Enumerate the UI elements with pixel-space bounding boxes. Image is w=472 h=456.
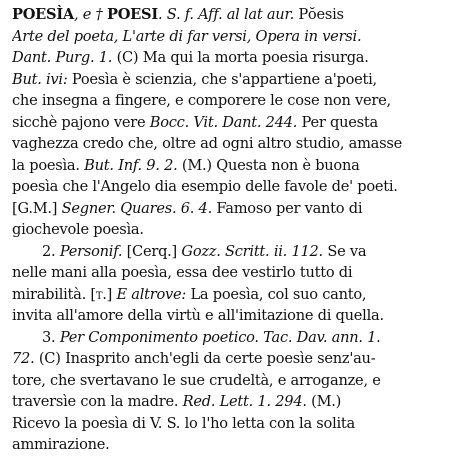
- quotation-text: Ma qui la morta poesia risurga.: [142, 49, 369, 66]
- source-tag: (C): [112, 49, 143, 66]
- entry-line-7: vaghezza credo che, oltre ad ogni altro studio, amasse: [12, 135, 402, 152]
- quotation-text: Inasprito anch'egli da certe poesìe senz'au-: [65, 350, 376, 367]
- source-tag: (C): [34, 350, 66, 367]
- citation: Dant. Purg. 1.: [12, 49, 113, 66]
- entry-line-1: [12, 4, 464, 26]
- source-tag: [Cerq.]: [122, 242, 182, 260]
- sense-label: Personif.: [59, 242, 123, 260]
- quotation-text: sicchè pajono vere: [12, 113, 150, 131]
- entry-line-17: [12, 348, 464, 370]
- citation: Tac. Dav. ann. 1.: [258, 328, 381, 346]
- citation: Segner. Quares. 6. 4.: [61, 199, 212, 217]
- entry-line-21: ammirazione.: [12, 436, 110, 453]
- headword-separator: , e †: [74, 6, 107, 23]
- entry-line-6: [12, 112, 464, 134]
- citation: 72.: [12, 350, 35, 367]
- source-tag: [t.]: [90, 285, 117, 303]
- sense-label: Per Componimento poetico.: [59, 328, 259, 346]
- citation: But. ivi:: [12, 70, 68, 88]
- source-tag: (M.): [177, 156, 217, 174]
- etymon: Pŏesis: [293, 6, 344, 23]
- source-tag: (M.): [306, 393, 342, 410]
- entry-line-14: [12, 284, 464, 306]
- entry-line-20: Ricevo la poesìa di V. S. lo l'ho letta con la solita: [12, 414, 355, 432]
- source-tag: [G.M.]: [12, 199, 62, 217]
- entry-line-9: poesìa che l'Angelo dia esempio delle favole de' poeti.: [12, 178, 398, 195]
- quotation-text: la poesìa.: [12, 156, 85, 174]
- entry-line-18: tore, che svertavano le sue crudeltà, e arroganze, e: [12, 371, 381, 389]
- entry-line-10: [12, 198, 464, 220]
- definition-gloss: Arte del poeta, L'arte di far versi, Opera in versi.: [12, 27, 362, 45]
- entry-line-11: giochevole poesìa.: [12, 221, 144, 238]
- quotation-text: Per questa: [297, 113, 378, 131]
- entry-line-12: [12, 241, 464, 263]
- quotation-text: Famoso per vanto di: [211, 199, 363, 217]
- entry-line-19: [12, 391, 464, 413]
- entry-line-15: invita all'amore della virtù e all'imitazione di quella.: [12, 307, 384, 324]
- entry-line-16: [12, 327, 464, 349]
- headword: POESÌA: [12, 6, 74, 23]
- sense-number: 3.: [42, 328, 60, 346]
- headword-variant: POESI: [107, 6, 158, 23]
- grammar-note: . S. f. Aff. al lat aur.: [157, 6, 294, 23]
- citation: Bocc. Vit. Dant. 244.: [149, 113, 298, 131]
- citation: E altrove:: [116, 285, 187, 303]
- citation: But. Inf. 9. 2.: [84, 156, 178, 174]
- quotation-text: Se va: [322, 242, 367, 260]
- entry-line-8: [12, 155, 464, 177]
- quotation-text: Poesìa è scienzia, che s'appartiene a'poeti,: [67, 70, 377, 88]
- entry-line-13: nelle mani alla poesìa, essa dee vestirlo tutto di: [12, 264, 353, 281]
- entry-line-4: [12, 69, 464, 91]
- citation: Red. Lett. 1. 294.: [182, 393, 307, 410]
- quotation-text: traversìe con la madre.: [12, 393, 183, 410]
- entry-line-3: [12, 47, 464, 69]
- citation: Gozz. Scritt. ii. 112.: [181, 242, 323, 260]
- entry-line-5: che insegna a fingere, e comporere le cose non vere,: [12, 92, 391, 109]
- quotation-text: mirabilità.: [12, 285, 91, 303]
- quotation-text: Questa non è buona: [216, 156, 360, 174]
- sense-number: 2.: [42, 242, 60, 260]
- quotation-text: La poesìa, col suo canto,: [186, 285, 367, 303]
